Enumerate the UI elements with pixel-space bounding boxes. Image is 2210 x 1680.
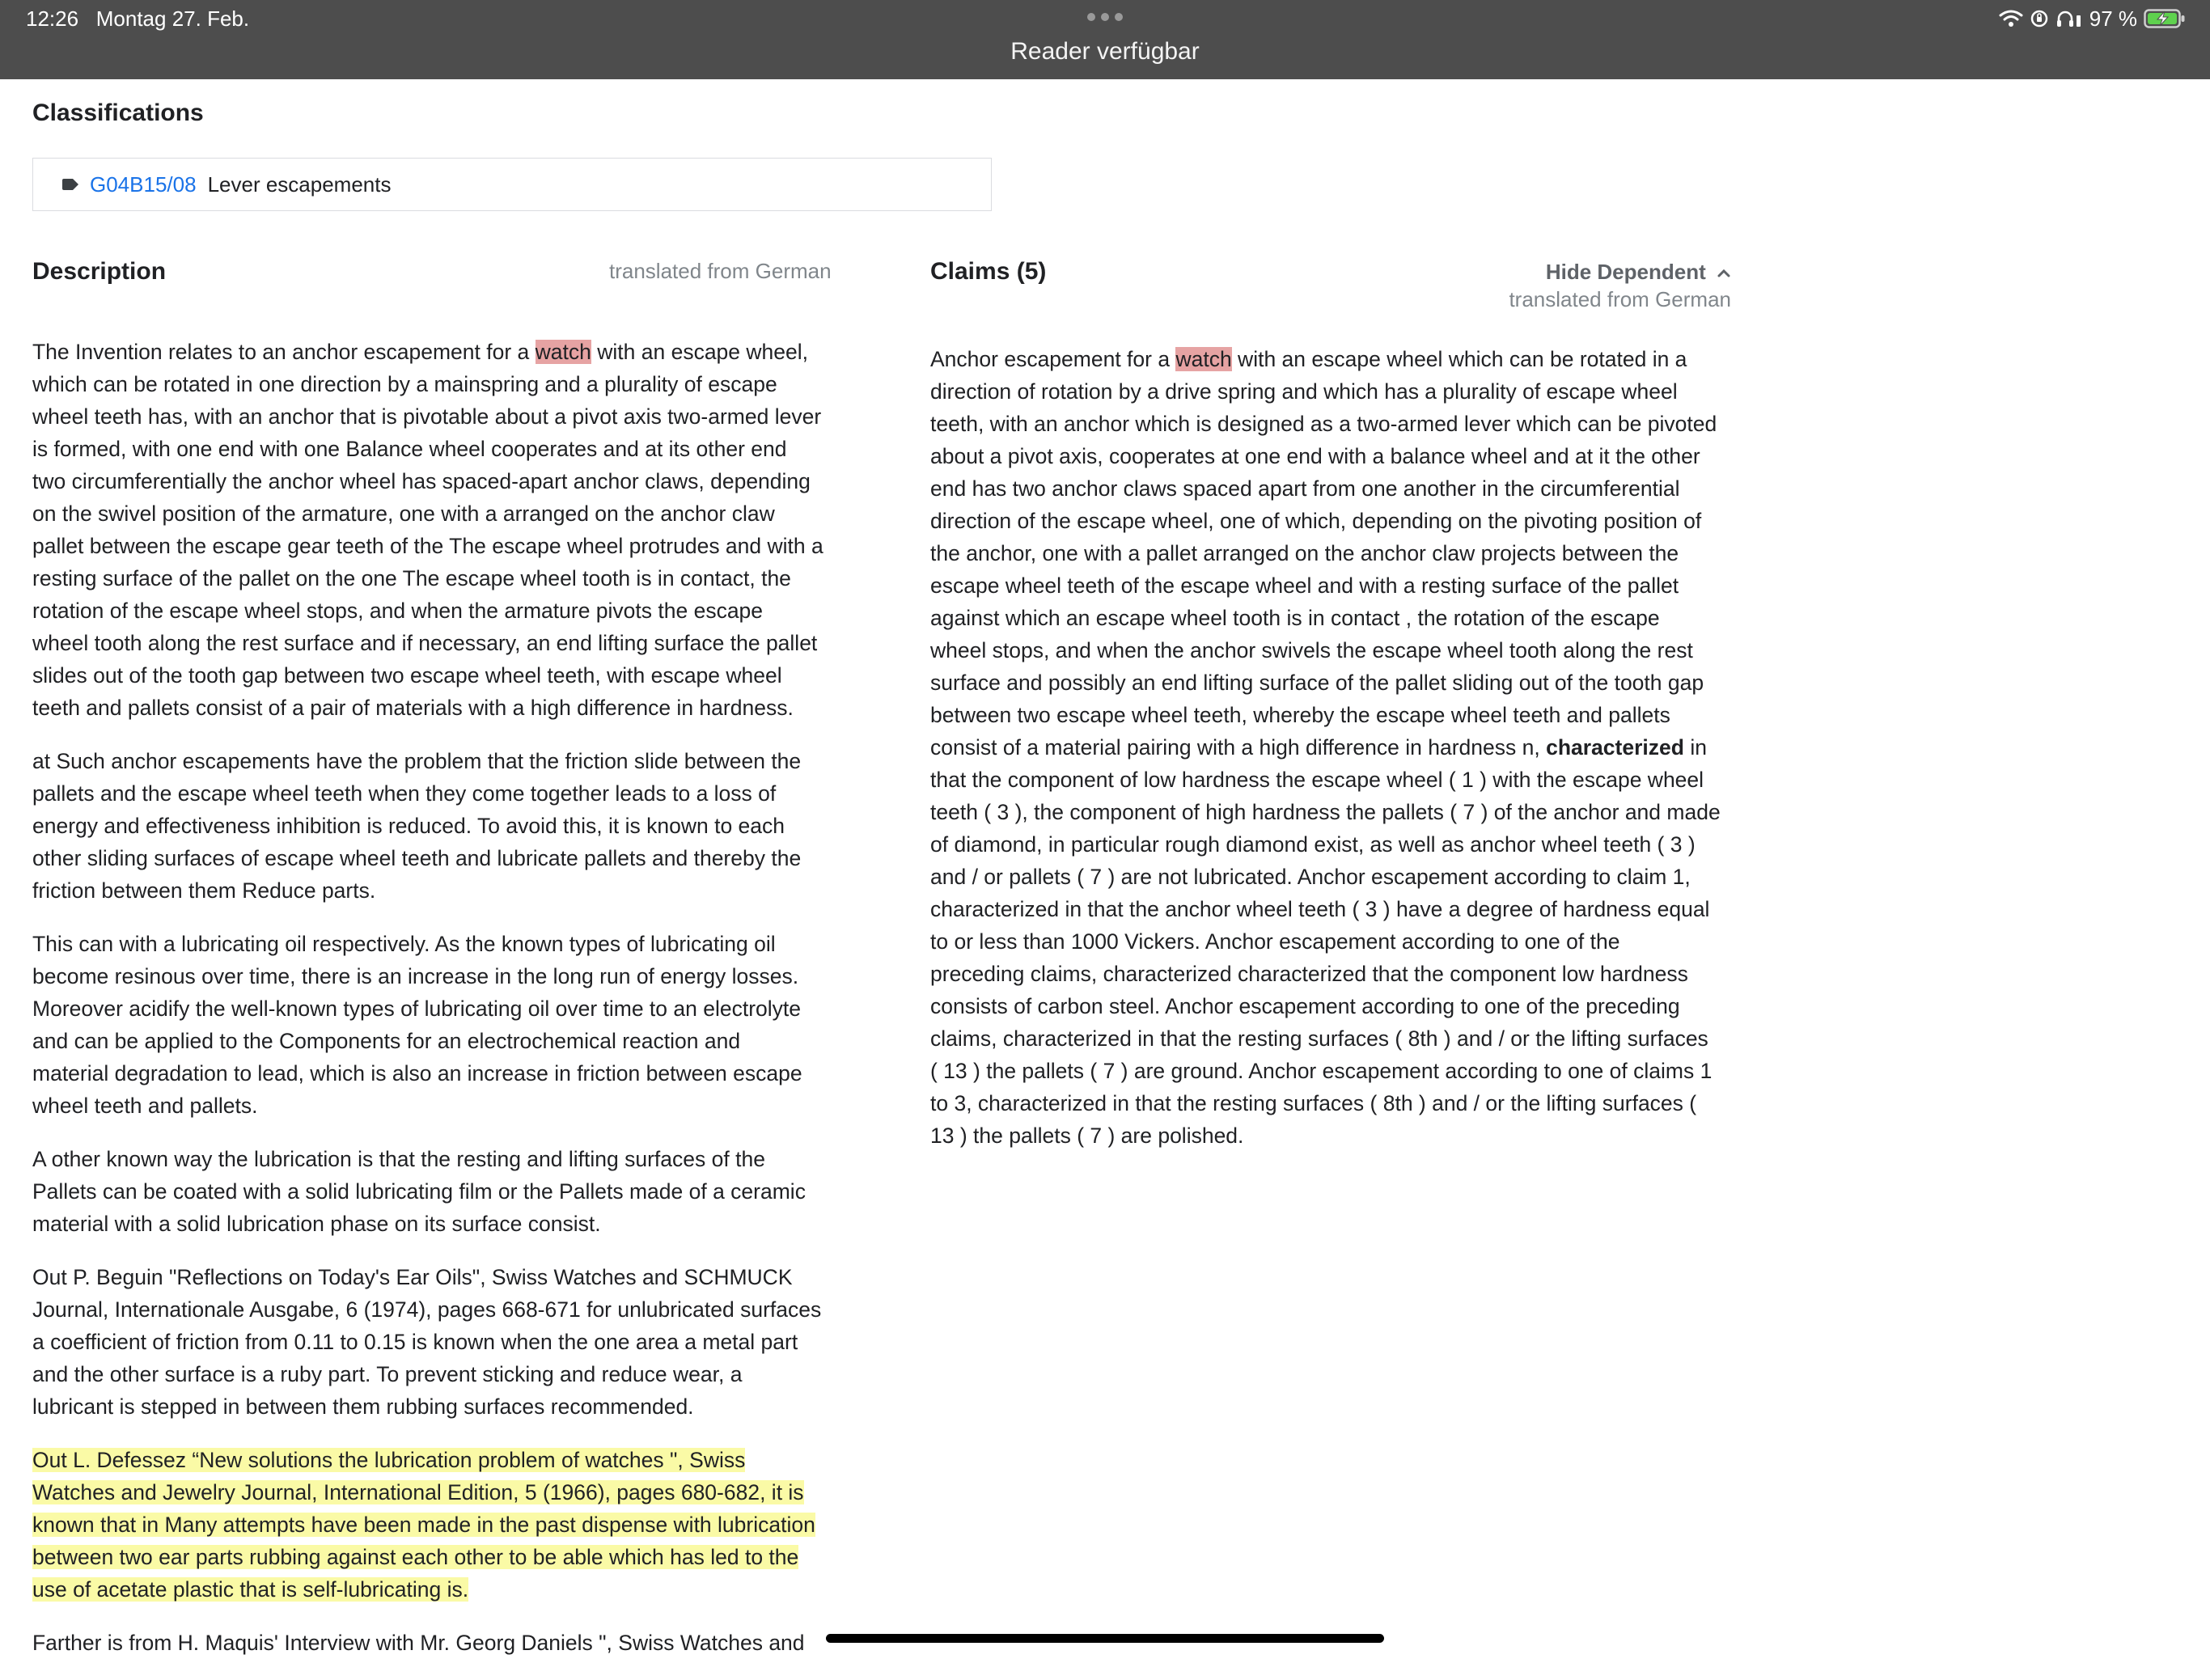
- status-bar: [0, 0, 2210, 79]
- description-paragraph: [32, 1444, 833, 1606]
- text-line: Journal, Internationale Ausgabe, 6 (1974), pages 668-671 for unlubricated surfaces: [32, 1297, 822, 1322]
- text-line: pallet between the escape gear teeth of the The escape wheel protrudes and with a: [32, 534, 823, 558]
- home-indicator[interactable]: [826, 1634, 1384, 1643]
- text-line: lubricant is stepped in between them rubbing surfaces recommended.: [32, 1394, 694, 1419]
- chevron-up-icon: [1717, 269, 1731, 278]
- text-line: The Invention relates to an anchor escapement for a watch with an escape wheel,: [32, 340, 808, 364]
- text-line: and / or pallets ( 7 ) are not lubricated. Anchor escapement according to claim 1,: [930, 865, 1691, 889]
- description-paragraph: [32, 928, 833, 1122]
- text-line: characterized in that the anchor wheel teeth ( 3 ) have a degree of hardness equal: [930, 897, 1710, 921]
- text-line: Pallets can be coated with a solid lubricating film or the Pallets made of a ceramic: [32, 1179, 806, 1204]
- text-line: and the other surface is a ruby part. To prevent sticking and reduce wear, a: [32, 1362, 743, 1386]
- text-line: material degradation to lead, which is also an increase in friction between escape: [32, 1061, 802, 1085]
- bold-term: characterized: [1546, 735, 1684, 760]
- text-line: wheel tooth along the rest surface and if necessary, an end lifting surface the pallet: [32, 631, 818, 655]
- text-line: pallets and the escape wheel teeth when they come together leads to a loss of: [32, 781, 777, 806]
- orientation-lock-icon: [2030, 9, 2049, 28]
- text-line: wheel stops, and when the anchor swivels the escape wheel tooth along the rest: [930, 638, 1693, 662]
- text-line: energy and effectiveness inhibition is reduced. To avoid this, it is known to each: [32, 814, 785, 838]
- text-line: the anchor, one with a pallet arranged on the anchor claw projects between the: [930, 541, 1679, 565]
- text-line: to or less than 1000 Vickers. Anchor escapement according to one of the: [930, 929, 1620, 954]
- text-line: wheel teeth has, with an anchor that is pivotable about a pivot axis two-armed lever: [32, 404, 822, 429]
- text-line: ( 13 ) the pallets ( 7 ) are ground. Anchor escapement according to one of claims 1: [930, 1059, 1713, 1083]
- text-line: known that in Many attempts have been made in the past dispense with lubrication: [32, 1513, 815, 1537]
- text-line: become resinous over time, there is an increase in the long run of energy losses.: [32, 964, 799, 988]
- text-line: Out P. Beguin "Reflections on Today's Ear Oils", Swiss Watches and SCHMUCK: [32, 1265, 793, 1289]
- text-line: is formed, with one end with one Balance wheel cooperates and at its other end: [32, 437, 787, 461]
- wifi-icon: [1999, 9, 2023, 28]
- headphones-icon: [2055, 9, 2083, 28]
- text-line: at Such anchor escapements have the problem that the friction slide between the: [32, 749, 802, 773]
- text-line: Watches and Jewelry Journal, International Edition, 5 (1966), pages 680-682, it is: [32, 1480, 804, 1504]
- battery-charging-icon: [2144, 8, 2186, 29]
- text-line: This can with a lubricating oil respectively. As the known types of lubricating oil: [32, 932, 776, 956]
- classification-row: [32, 158, 992, 211]
- text-line: end has two anchor claws spaced apart from one another in the circumferential: [930, 476, 1680, 501]
- text-line: consist of a material pairing with a high difference in hardness n, characterized in: [930, 735, 1707, 760]
- claims-paragraph: [930, 343, 1721, 1152]
- description-paragraph: [32, 336, 833, 724]
- date-text: Montag 27. Feb.: [95, 6, 250, 31]
- description-paragraph: [32, 1143, 833, 1240]
- battery-percent: 97 %: [2089, 6, 2137, 31]
- text-line: of diamond, in particular rough diamond exist, as well as anchor wheel teeth ( 3 ): [930, 832, 1696, 857]
- text-line: about a pivot axis, cooperates at one end with a balance wheel and at it the other: [930, 444, 1700, 468]
- text-line: against which an escape wheel tooth is in contact , the rotation of the escape: [930, 606, 1660, 630]
- text-line: direction of the escape wheel, one of which, depending on the pivoting position of: [930, 509, 1702, 533]
- text-line: rotation of the escape wheel stops, and when the armature pivots the escape: [32, 599, 764, 623]
- text-line: direction of rotation by a drive spring and which has a plurality of escape wheel: [930, 379, 1678, 404]
- classification-label: Lever escapements: [207, 171, 392, 197]
- text-line: two circumferentially the anchor wheel has spaced-apart anchor claws, depending: [32, 469, 811, 493]
- text-line: slides out of the tooth gap between two escape wheel teeth, with escape wheel: [32, 663, 782, 688]
- text-line: on the swivel position of the armature, one with a arranged on the anchor claw: [32, 501, 775, 526]
- reader-available-button[interactable]: Reader verfügbar: [1010, 38, 1200, 65]
- text-line: between two escape wheel teeth, whereby the escape wheel teeth and pallets: [930, 703, 1670, 727]
- text-line: which can be rotated in one direction by a mainspring and a plurality of escape: [32, 372, 777, 396]
- status-icons: [1999, 5, 2186, 32]
- text-line: Moreover acidify the well-known types of lubricating oil over time to an electrolyte: [32, 997, 802, 1021]
- text-line: surface and possibly an end lifting surface of the pallet sliding out of the tooth gap: [930, 671, 1704, 695]
- description-paragraph: [32, 1627, 833, 1659]
- search-highlight: watch: [535, 340, 591, 364]
- classification-code-link[interactable]: G04B15/08: [90, 171, 197, 197]
- text-line: other sliding surfaces of escape wheel teeth and lubricate pallets and thereby the: [32, 846, 802, 870]
- text-line: and can be applied to the Components for an electrochemical reaction and: [32, 1029, 741, 1053]
- text-line: use of acetate plastic that is self-lubricating is.: [32, 1577, 469, 1602]
- description-paragraph: [32, 745, 833, 907]
- text-line: A other known way the lubrication is that the resting and lifting surfaces of the: [32, 1147, 765, 1171]
- text-line: wheel teeth and pallets.: [32, 1094, 258, 1118]
- status-time: [26, 5, 249, 32]
- classifications-heading: Classifications: [32, 99, 204, 126]
- claims-text: [930, 343, 1721, 1173]
- text-line: escape wheel teeth of the escape wheel and with a resting surface of the pallet: [930, 573, 1679, 598]
- text-line: preceding claims, characterized characterized that the component low hardness: [930, 962, 1688, 986]
- multitasking-dots-icon[interactable]: [1087, 13, 1123, 21]
- hide-dependent-button[interactable]: [1537, 257, 1731, 286]
- description-text: [32, 336, 833, 1680]
- text-line: a coefficient of friction from 0.11 to 0.15 is known when the one area a metal part: [32, 1330, 798, 1354]
- text-line: resting surface of the pallet on the one The escape wheel tooth is in contact, the: [32, 566, 791, 590]
- description-paragraph: [32, 1261, 833, 1423]
- text-line: Anchor escapement for a watch with an escape wheel which can be rotated in a: [930, 347, 1687, 371]
- search-highlight: watch: [1175, 347, 1232, 371]
- claims-translated-note: translated from German: [1509, 287, 1731, 311]
- text-line: claims, characterized in that the resting surfaces ( 8th ) and / or the lifting surfaces: [930, 1026, 1708, 1051]
- label-tag-icon: [62, 179, 78, 190]
- text-line: friction between them Reduce parts.: [32, 878, 376, 903]
- text-line: material with a solid lubrication phase on its surface consist.: [32, 1212, 601, 1236]
- description-heading: Description: [32, 258, 167, 285]
- text-line: consists of carbon steel. Anchor escapement according to one of the preceding: [930, 994, 1680, 1018]
- text-line: teeth ( 3 ), the component of high hardness the pallets ( 7 ) of the anchor and made: [930, 800, 1721, 824]
- time-text: 12:26: [26, 6, 79, 31]
- description-translated-note: translated from German: [609, 259, 832, 283]
- text-line: Farther is from H. Maquis' Interview with Mr. Georg Daniels ", Swiss Watches and: [32, 1631, 805, 1655]
- text-line: Out L. Defessez “New solutions the lubrication problem of watches ", Swiss: [32, 1448, 746, 1472]
- text-line: to 3, characterized in that the resting surfaces ( 8th ) and / or the lifting surfaces (: [930, 1091, 1697, 1115]
- text-line: 13 ) the pallets ( 7 ) are polished.: [930, 1124, 1244, 1148]
- text-line: teeth and pallets consist of a pair of materials with a high difference in hardness.: [32, 696, 794, 720]
- text-line: teeth, with an anchor which is designed as a two-armed lever which can be pivoted: [930, 412, 1717, 436]
- hide-dependent-label: Hide Dependent: [1545, 260, 1706, 284]
- claims-heading: Claims (5): [930, 258, 1047, 285]
- text-line: between two ear parts rubbing against each other to be able which has led to the: [32, 1545, 799, 1569]
- text-line: that the component of low hardness the escape wheel ( 1 ) with the escape wheel: [930, 768, 1704, 792]
